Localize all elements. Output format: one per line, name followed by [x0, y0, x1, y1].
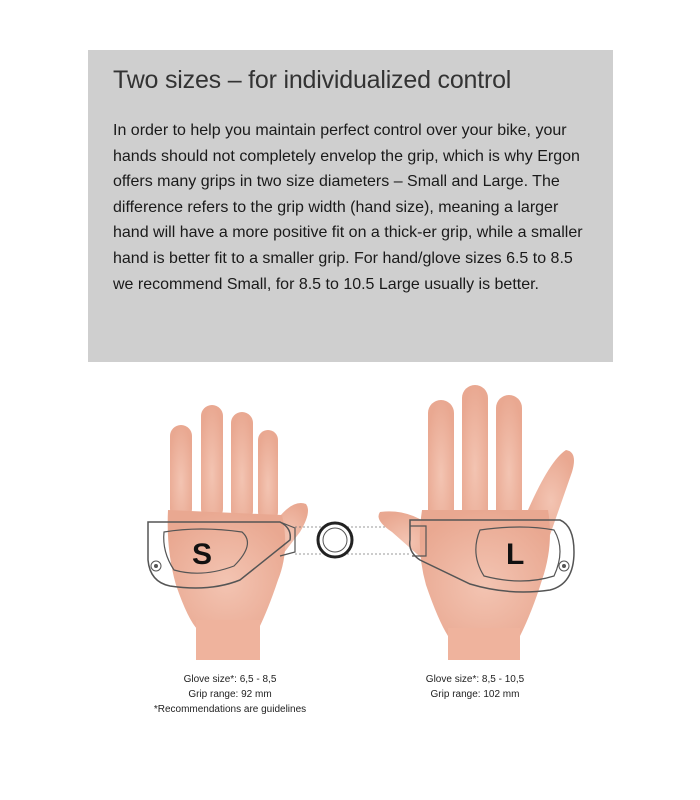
- section-title: Two sizes – for individualized control: [113, 66, 512, 94]
- small-size-letter: S: [192, 538, 213, 571]
- description-text: In order to help you maintain perfect control over your bike, your hands should not completely envelop the grip, which is why Ergon offers many grips in two size diameters – Small and Large. The difference refers to the grip width (hand size), meaning a larger hand will have a more positive fit on a thick-er grip, while a smaller hand is better fit to a smaller grip. For hand/glove sizes 6.5 to 8.5 we recommend Small, for 8.5 to 10.5 Large usually is better.: [113, 122, 583, 293]
- left-hand: [168, 405, 308, 660]
- right-hand: [379, 385, 575, 660]
- recommendation-note: *Recommendations are guidelines: [153, 704, 307, 715]
- small-grip-range: Grip range: 92 mm: [188, 689, 272, 700]
- grip-cross-section-icon: [318, 523, 352, 557]
- grip-size-illustration: [130, 380, 590, 660]
- large-grip-range: Grip range: 102 mm: [430, 689, 520, 700]
- large-glove-size: Glove size*: 8,5 - 10,5: [425, 674, 525, 685]
- large-size-letter: L: [506, 538, 525, 571]
- small-glove-size: Glove size*: 6,5 - 8,5: [183, 674, 277, 685]
- small-size-caption: [135, 672, 325, 717]
- info-box: [88, 50, 613, 362]
- large-size-caption: [385, 672, 565, 702]
